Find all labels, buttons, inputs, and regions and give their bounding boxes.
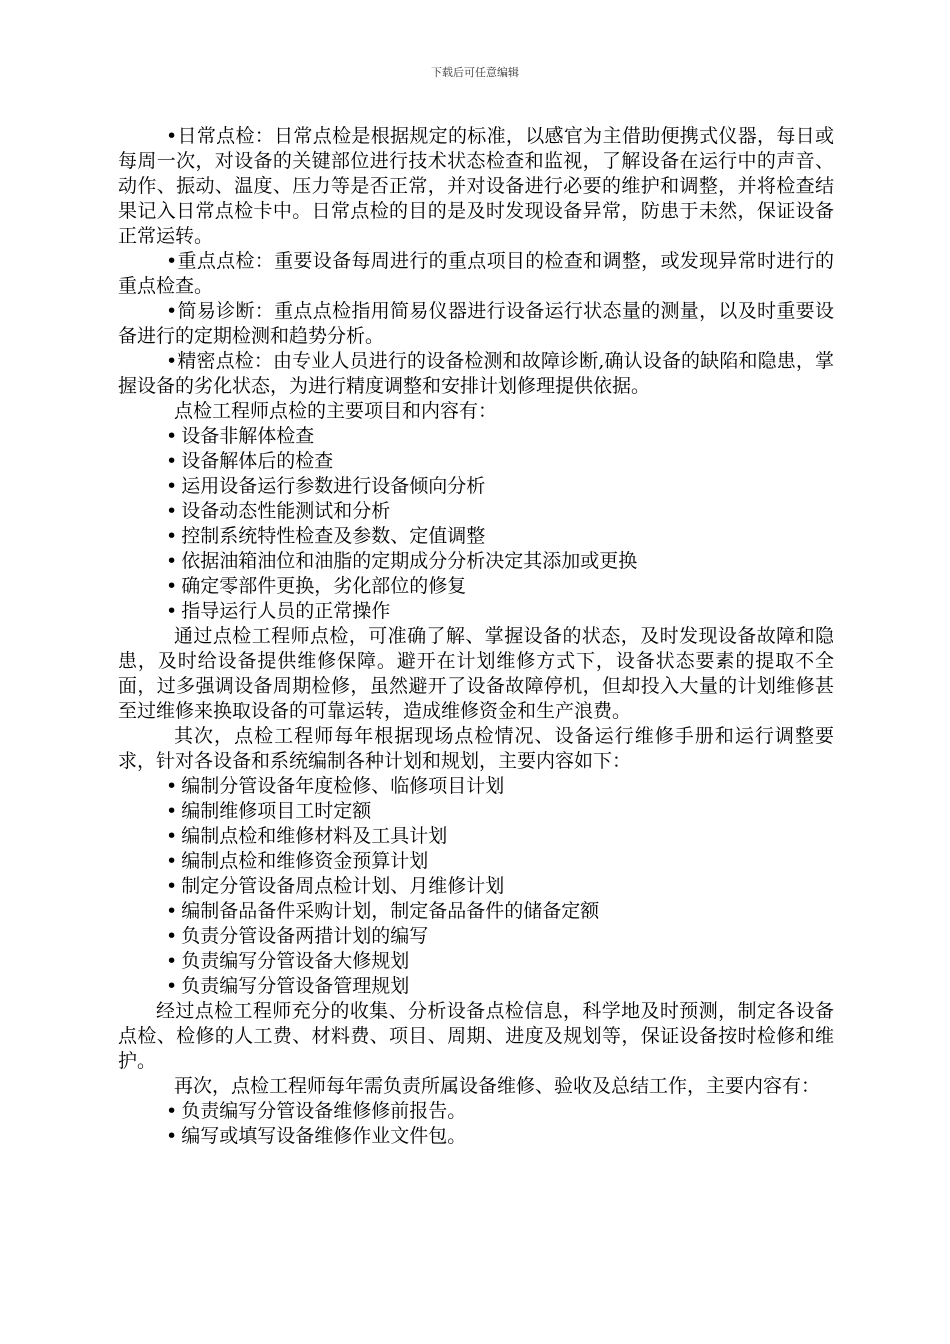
list-item: • 运用设备运行参数进行设备倾向分析 <box>166 475 486 497</box>
planning-items-list <box>118 774 834 999</box>
list-item: • 负责编写分管设备大修规划 <box>166 950 410 972</box>
maintenance-items-list <box>118 1099 834 1149</box>
list-item: • 设备动态性能测试和分析 <box>166 500 391 522</box>
list-item: • 控制系统特性检查及参数、定值调整 <box>166 525 486 547</box>
list-item: • 编制维修项目工时定额 <box>166 800 372 822</box>
document-body <box>118 124 834 1149</box>
list-item: • 负责编写分管设备管理规划 <box>166 975 410 997</box>
body-paragraph: 再次，点检工程师每年需负责所属设备维修、验收及总结工作，主要内容有： <box>174 1075 821 1097</box>
bullet-paragraph: •日常点检：日常点检是根据规定的标准，以感官为主借助便携式仪器，每日或每周一次，对设备的关键部位进行技术状态检查和监视，了解设备在运行中的声音、动作、振动、温度、压力等是否正常，并对设备进行必要的维护和调整，并将检查结果记入日常点检卡中。日常点检的目的是及时发现设备异常，防患于未然，保证设备正常运转。 <box>118 125 834 247</box>
bullet-paragraph: •简易诊断：重点点检指用简易仪器进行设备运行状态量的测量，以及时重要设备进行的定期检测和趋势分析。 <box>118 300 834 347</box>
list-item: • 指导运行人员的正常操作 <box>166 600 391 622</box>
list-item: • 负责编写分管设备维修修前报告。 <box>166 1100 467 1122</box>
inspection-items-list <box>118 424 834 624</box>
list-item: • 依据油箱油位和油脂的定期成分分析决定其添加或更换 <box>166 550 638 572</box>
list-item: • 设备非解体检查 <box>166 425 315 447</box>
list-item: • 制定分管设备周点检计划、月维修计划 <box>166 875 505 897</box>
list-item: • 编制分管设备年度检修、临修项目计划 <box>166 775 505 797</box>
list-item: • 确定零部件更换，劣化部位的修复 <box>166 575 467 597</box>
bullet-paragraph: •重点点检：重要设备每周进行的重点项目的检查和调整，或发现异常时进行的重点检查。 <box>118 250 834 297</box>
section-heading: 点检工程师点检的主要项目和内容有： <box>174 400 498 422</box>
bullet-paragraph: •精密点检：由专业人员进行的设备检测和故障诊断,确认设备的缺陷和隐患，掌握设备的劣化状态，为进行精度调整和安排计划修理提供依据。 <box>118 350 834 397</box>
list-item: • 编制点检和维修材料及工具计划 <box>166 825 448 847</box>
list-item: • 设备解体后的检查 <box>166 450 334 472</box>
list-item: • 编制点检和维修资金预算计划 <box>166 850 429 872</box>
list-item: • 负责分管设备两措计划的编写 <box>166 925 429 947</box>
list-item: • 编写或填写设备维修作业文件包。 <box>166 1125 467 1147</box>
list-item: • 编制备品备件采购计划，制定备品备件的储备定额 <box>166 900 600 922</box>
body-paragraph: 通过点检工程师点检，可准确了解、掌握设备的状态，及时发现设备故障和隐患，及时给设备提供维修保障。避开在计划维修方式下，设备状态要素的提取不全面，过多强调设备周期检修，虽然避开了设备故障停机，但却投入大量的计划维修甚至过维修来换取设备的可靠运转，造成维修资金和生产浪费。 <box>118 625 834 722</box>
body-paragraph: 经过点检工程师充分的收集、分析设备点检信息，科学地及时预测，制定各设备点检、检修的人工费、材料费、项目、周期、进度及规划等，保证设备按时检修和维护。 <box>118 1000 834 1072</box>
body-paragraph: 其次，点检工程师每年根据现场点检情况、设备运行维修手册和运行调整要求，针对各设备和系统编制各种计划和规划，主要内容如下： <box>118 725 834 772</box>
page-header: 下载后可任意编辑 <box>431 66 519 79</box>
